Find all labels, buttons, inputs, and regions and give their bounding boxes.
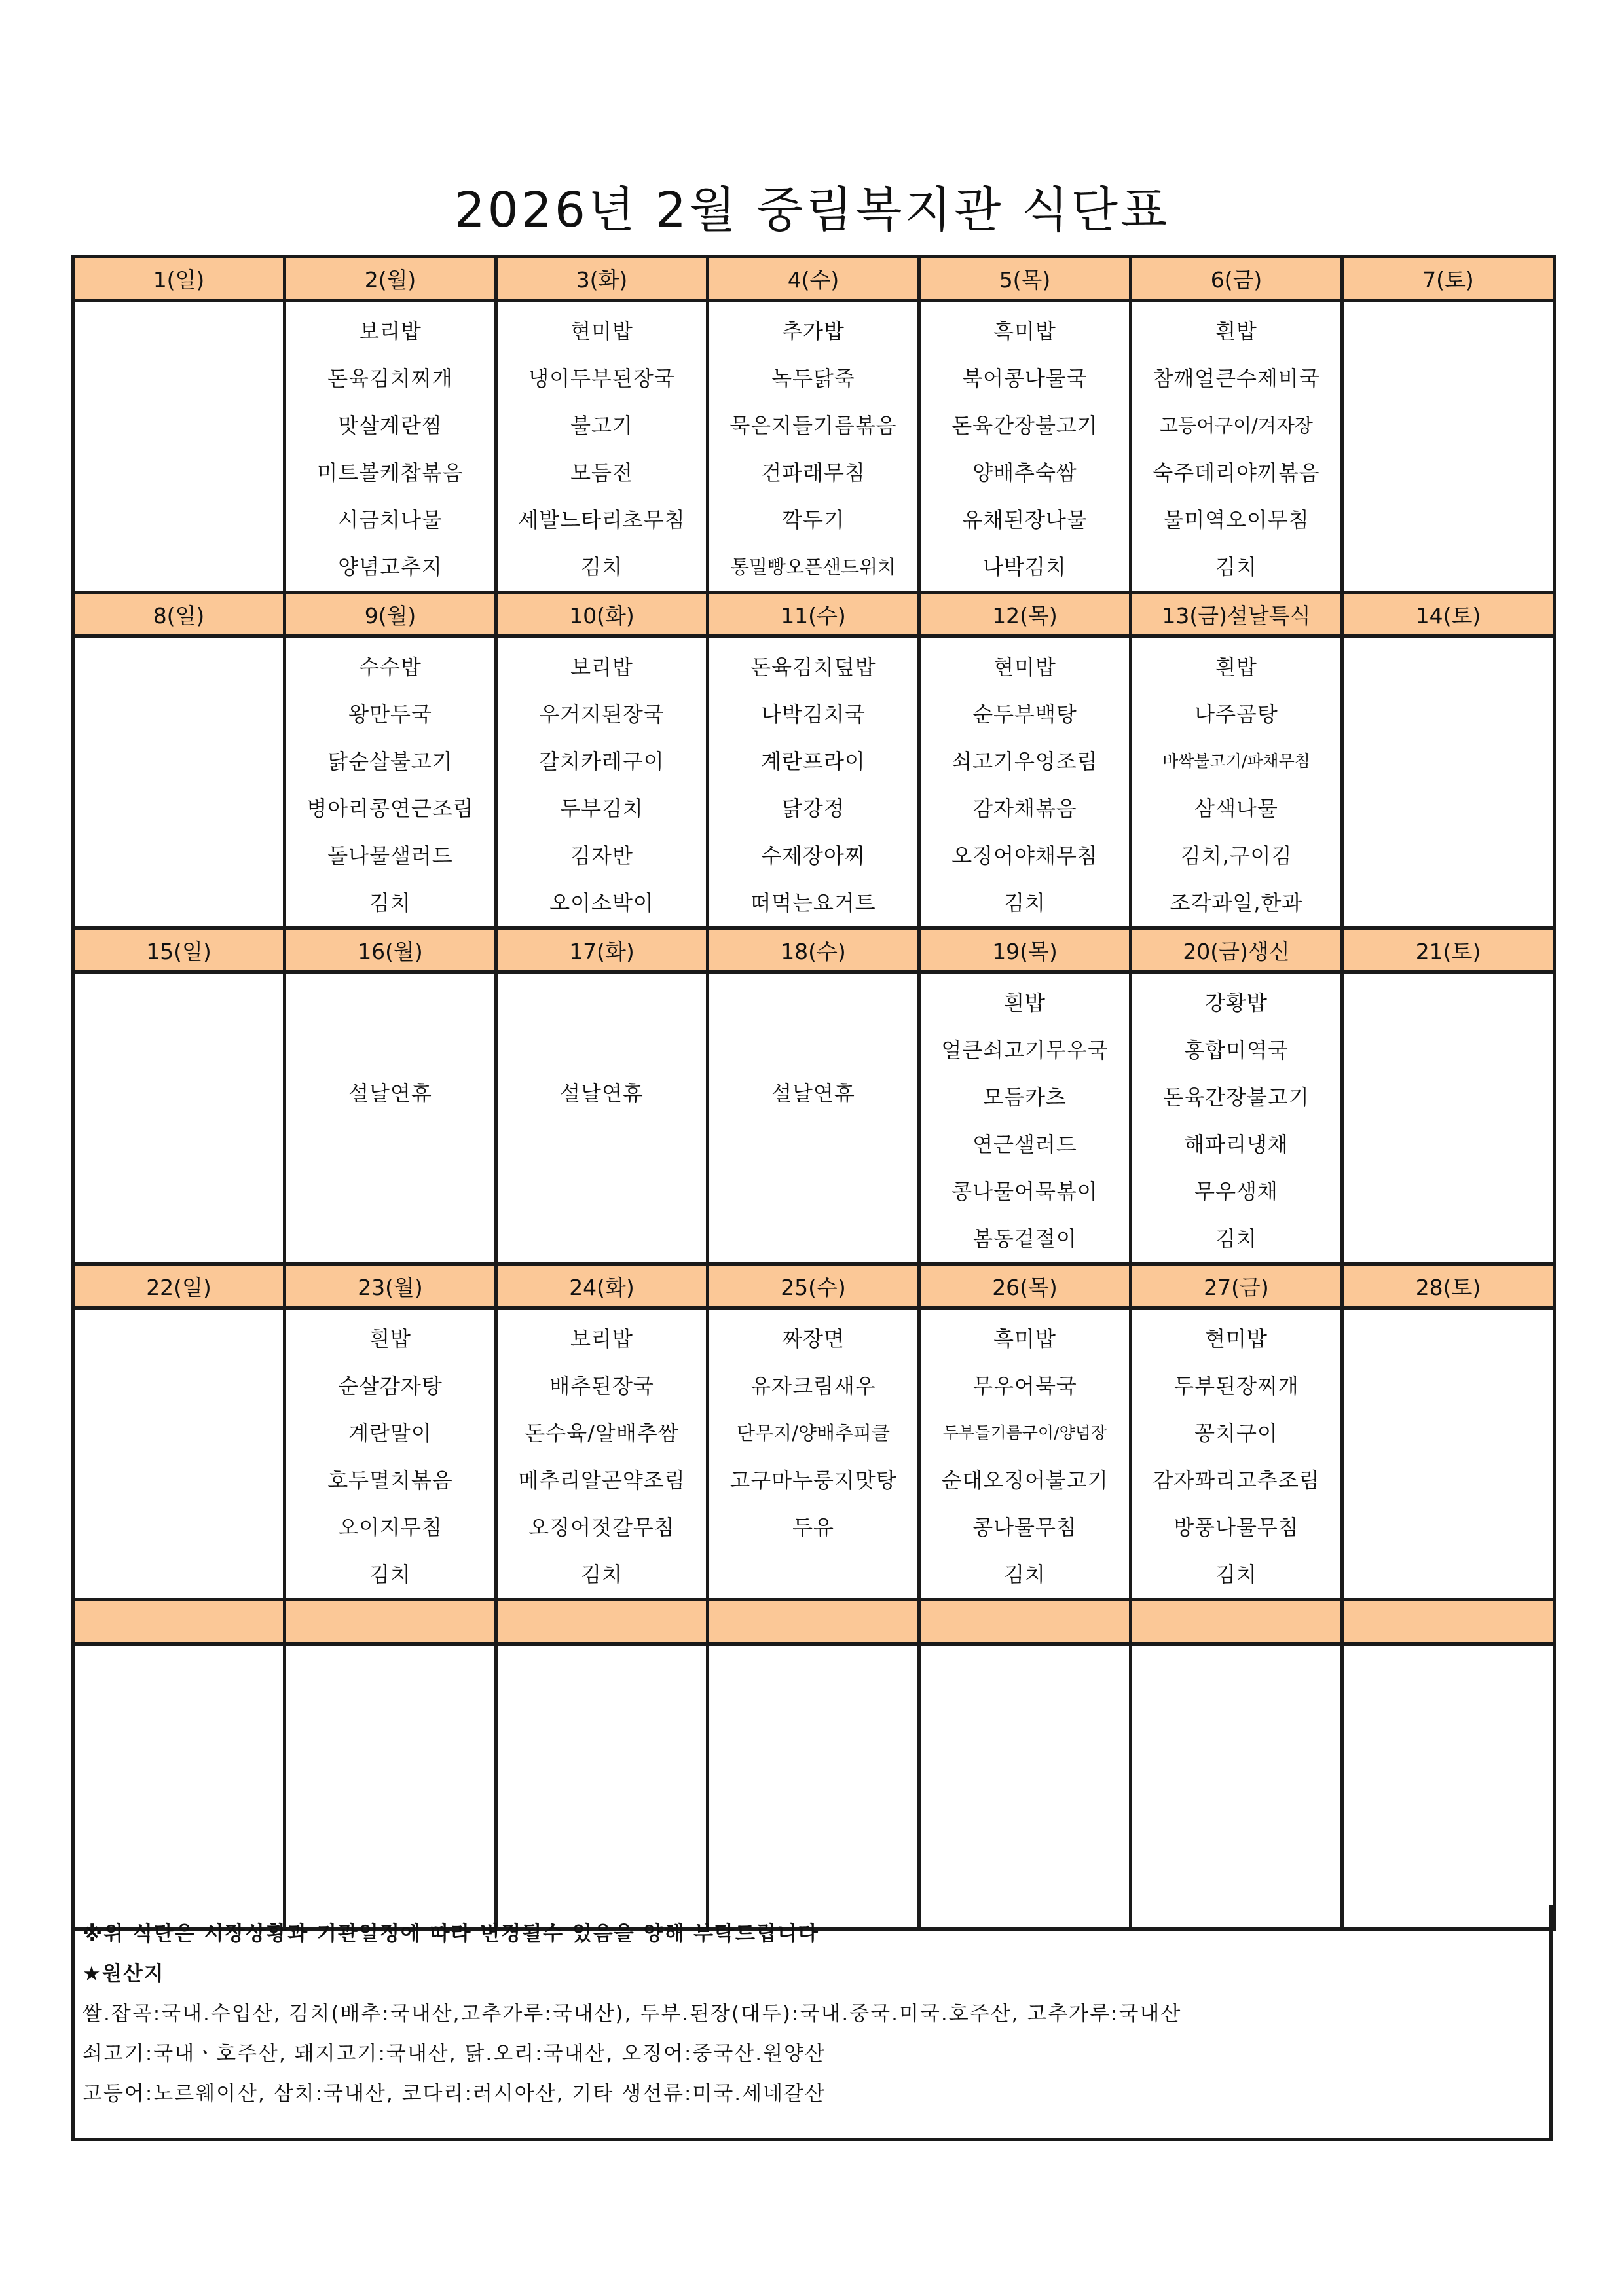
menu-item: 강황밥 [1205,991,1268,1015]
menu-item: 참깨얼큰수제비국 [1153,366,1320,391]
menu-item: 오징어젓갈무침 [528,1515,675,1540]
week-header-row [73,1264,1555,1309]
menu-item: 돈육김치덮밥 [750,655,876,680]
day-menu-cell [708,972,919,1264]
day-menu-cell [1131,972,1342,1264]
day-menu-cell [285,636,496,928]
day-header: 22(일) [73,1264,285,1309]
menu-item: 보리밥 [570,1326,633,1351]
day-menu-cell [285,1308,496,1600]
day-header: 14(토) [1342,592,1555,637]
holiday-label: 설날연휴 [560,1081,644,1106]
day-menu-cell [919,972,1131,1264]
menu-item: 돈육김치찌개 [327,366,453,391]
menu-item: 감자꽈리고추조림 [1153,1468,1320,1493]
menu-list [75,302,283,308]
menu-item: 김치,구이김 [1180,843,1293,868]
menu-item: 얼큰쇠고기무우국 [941,1038,1109,1063]
menu-list [1344,638,1553,644]
menu-item: 흰밥 [1215,655,1257,680]
menu-item: 두부김치 [560,796,644,821]
menu-item: 콩나물무침 [972,1515,1077,1540]
day-header: 25(수) [708,1264,919,1309]
menu-item: 봄동겉절이 [972,1226,1077,1251]
menu-item: 콩나물어묵볶이 [951,1179,1098,1204]
menu-item: 쇠고기우엉조림 [951,749,1098,774]
week-menu-row [73,972,1555,1264]
menu-item: 오이지무침 [338,1515,443,1540]
day-menu-cell [73,1308,285,1600]
menu-item: 메추리알곤약조림 [518,1468,686,1493]
menu-item: 닭순살불고기 [327,749,453,774]
menu-item: 돌나물샐러드 [327,843,453,868]
menu-item: 유자크림새우 [750,1374,876,1398]
menu-item: 김치 [369,890,411,915]
menu-item: 두유 [792,1515,834,1540]
day-menu-cell [73,972,285,1264]
day-header: 26(목) [919,1264,1131,1309]
day-menu-cell [1131,301,1342,592]
day-header: 8(일) [73,592,285,637]
change-notice: ※위 식단은 시장상황과 기관일정에 따라 변경될수 있음을 양해 부탁드립니다 [83,1922,819,1946]
menu-item: 방풍나물무침 [1173,1515,1299,1540]
day-menu-cell [1342,1308,1555,1600]
day-menu-cell [1342,972,1555,1264]
day-menu-cell [919,636,1131,928]
menu-item: 흰밥 [1004,991,1046,1015]
menu-list [709,1310,917,1551]
day-header: 17(화) [496,928,708,973]
menu-item: 김치 [581,555,623,579]
menu-item: 모듬전 [570,460,633,485]
menu-item: 삼색나물 [1194,796,1278,821]
day-header: 3(화) [496,257,708,301]
day-menu-cell [496,636,708,928]
empty-day-cell [285,1644,496,1929]
day-header: 12(목) [919,592,1131,637]
menu-item: 김치 [1215,1226,1257,1251]
day-menu-cell [285,972,496,1264]
menu-item: 나박김치국 [761,702,866,727]
menu-item: 묵은지들기름볶음 [729,413,897,438]
menu-item: 나주곰탕 [1194,702,1278,727]
menu-item: 숙주데리야끼볶음 [1153,460,1320,485]
empty-header-row [73,1600,1555,1645]
menu-list [1132,974,1340,1262]
day-header: 28(토) [1342,1264,1555,1309]
menu-item: 병아리콩연근조림 [306,796,474,821]
day-header: 16(월) [285,928,496,973]
menu-item: 배추된장국 [549,1374,654,1398]
menu-item: 김치 [1215,1562,1257,1587]
menu-item: 순두부백탕 [972,702,1077,727]
empty-day-header [496,1600,708,1645]
holiday-label: 설날연휴 [348,1081,432,1106]
menu-item: 건파래무침 [761,460,866,485]
menu-item: 갈치카레구이 [539,749,665,774]
menu-item: 냉이두부된장국 [528,366,675,391]
day-header: 13(금)설날특식 [1131,592,1342,637]
menu-list [1132,1310,1340,1598]
week-menu-row [73,636,1555,928]
day-menu-cell [496,301,708,592]
menu-list [1344,302,1553,308]
menu-item: 감자채볶음 [972,796,1077,821]
menu-item: 돈수육/알배추쌈 [525,1421,679,1446]
day-menu-cell [919,301,1131,592]
week-header-row [73,257,1555,301]
menu-item: 호두멸치볶음 [327,1468,453,1493]
menu-item: 보리밥 [570,655,633,680]
day-menu-cell [496,972,708,1264]
menu-item: 바싹불고기/파채무침 [1162,752,1310,771]
menu-list [1344,974,1553,979]
menu-item: 김치 [369,1562,411,1587]
day-menu-cell [285,301,496,592]
menu-item: 오이소박이 [549,890,654,915]
menu-item: 단무지/양배추피클 [737,1422,890,1444]
menu-item: 무우생채 [1194,1179,1278,1204]
menu-item: 흑미밥 [993,319,1056,344]
menu-item: 현미밥 [570,319,633,344]
day-header: 20(금)생신 [1131,928,1342,973]
day-menu-cell [708,1308,919,1600]
menu-item: 홍합미역국 [1184,1038,1289,1063]
menu-item: 녹두닭죽 [771,366,855,391]
menu-item: 나박김치 [983,555,1067,579]
menu-item: 불고기 [570,413,633,438]
menu-list [498,1310,706,1598]
menu-item: 무우어묵국 [972,1374,1077,1398]
menu-list [921,302,1129,591]
day-header: 18(수) [708,928,919,973]
day-header: 7(토) [1342,257,1555,301]
menu-list [1132,302,1340,591]
day-header: 15(일) [73,928,285,973]
day-header: 27(금) [1131,1264,1342,1309]
day-menu-cell [919,1308,1131,1600]
menu-list [709,302,917,591]
menu-item: 김자반 [570,843,633,868]
menu-list [286,638,494,926]
menu-item: 순대오징어불고기 [941,1468,1109,1493]
menu-item: 현미밥 [1205,1326,1268,1351]
menu-item: 양배추숙쌈 [972,460,1077,485]
meal-plan-table [71,255,1556,1931]
menu-item: 깍두기 [782,507,845,532]
menu-item: 돈육간장불고기 [1163,1085,1310,1110]
menu-item: 두부들기름구이/양념장 [943,1423,1107,1442]
menu-list [498,302,706,591]
day-header: 4(수) [708,257,919,301]
menu-item: 흰밥 [369,1326,411,1351]
menu-item: 수수밥 [359,655,422,680]
menu-list [75,1310,283,1315]
empty-day-cell [1131,1644,1342,1929]
menu-item: 맛살계란찜 [338,413,443,438]
menu-item: 수제장아찌 [761,843,866,868]
day-menu-cell [1131,1308,1342,1600]
menu-list [75,638,283,644]
day-header: 21(토) [1342,928,1555,973]
holiday-label: 설날연휴 [771,1081,855,1106]
menu-item: 순살감자탕 [338,1374,443,1398]
menu-item: 조각과일,한과 [1170,890,1303,915]
menu-item: 흑미밥 [993,1326,1056,1351]
day-menu-cell [1131,636,1342,928]
day-header: 1(일) [73,257,285,301]
origin-line: 쌀.잡곡:국내.수입산, 김치(배추:국내산,고추가루:국내산), 두부.된장(대두):국내.중국.미국.호주산, 고추가루:국내산 [83,2002,1182,2026]
menu-item: 미트볼케찹볶음 [317,460,464,485]
day-menu-cell [708,301,919,592]
menu-item: 오징어야채무침 [951,843,1098,868]
day-menu-cell [1342,301,1555,592]
empty-day-cell [496,1644,708,1929]
day-header: 9(월) [285,592,496,637]
empty-day-cell [919,1644,1131,1929]
week-header-row [73,928,1555,973]
menu-item: 보리밥 [359,319,422,344]
day-header: 5(목) [919,257,1131,301]
day-header: 2(월) [285,257,496,301]
menu-item: 고등어구이/겨자장 [1160,414,1313,437]
week-header-row [73,592,1555,637]
menu-item: 연근샐러드 [972,1132,1077,1157]
day-header: 23(월) [285,1264,496,1309]
menu-list [709,638,917,926]
day-header: 19(목) [919,928,1131,973]
menu-item: 우거지된장국 [539,702,665,727]
day-menu-cell [708,636,919,928]
menu-item: 통밀빵오픈샌드위치 [730,556,896,578]
menu-item: 세발느타리초무침 [518,507,686,532]
day-header: 11(수) [708,592,919,637]
menu-item: 북어콩나물국 [962,366,1088,391]
origin-line: 쇠고기:국내ㆍ호주산, 돼지고기:국내산, 닭.오리:국내산, 오징어:중국산.원양산 [83,2042,826,2066]
week-menu-row [73,301,1555,592]
menu-list [75,974,283,979]
menu-item: 시금치나물 [338,507,443,532]
week-menu-row [73,1308,1555,1600]
day-menu-cell [1342,636,1555,928]
day-header: 6(금) [1131,257,1342,301]
empty-menu-row [73,1644,1555,1929]
menu-item: 양념고추지 [338,555,443,579]
menu-list [286,1310,494,1598]
menu-item: 두부된장찌개 [1173,1374,1299,1398]
empty-day-header [708,1600,919,1645]
menu-list [921,1310,1129,1598]
menu-item: 물미역오이무침 [1163,507,1310,532]
page-title: 2026년 2월 중림복지관 식단표 [454,182,1170,238]
empty-day-header [1342,1600,1555,1645]
menu-item: 고구마누룽지맛탕 [729,1468,897,1493]
menu-item: 닭강정 [782,796,845,821]
menu-item: 김치 [1004,1562,1046,1587]
menu-item: 현미밥 [993,655,1056,680]
menu-item: 김치 [581,1562,623,1587]
menu-list [498,638,706,926]
day-menu-cell [73,636,285,928]
menu-item: 계란프라이 [761,749,866,774]
menu-item: 떠먹는요거트 [750,890,876,915]
menu-item: 추가밥 [782,319,845,344]
empty-day-cell [73,1644,285,1929]
empty-day-header [1131,1600,1342,1645]
menu-item: 모듬카츠 [983,1085,1067,1110]
empty-day-cell [708,1644,919,1929]
empty-day-cell [1342,1644,1555,1929]
empty-day-header [919,1600,1131,1645]
menu-list [921,974,1129,1262]
menu-list [921,638,1129,926]
menu-item: 짜장면 [782,1326,845,1351]
day-menu-cell [73,301,285,592]
menu-item: 계란말이 [348,1421,432,1446]
empty-day-header [73,1600,285,1645]
empty-day-header [285,1600,496,1645]
day-header: 10(화) [496,592,708,637]
notes-box [71,1905,1553,2141]
menu-item: 유채된장나물 [962,507,1088,532]
menu-list [1344,1310,1553,1315]
menu-item: 김치 [1215,555,1257,579]
day-header: 24(화) [496,1264,708,1309]
origin-line: 고등어:노르웨이산, 삼치:국내산, 코다리:러시아산, 기타 생선류:미국.세네갈산 [83,2082,826,2105]
menu-item: 왕만두국 [348,702,432,727]
menu-item: 꽁치구이 [1194,1421,1278,1446]
menu-list [286,302,494,591]
origin-title: ★원산지 [83,1962,165,1986]
menu-item: 흰밥 [1215,319,1257,344]
day-menu-cell [496,1308,708,1600]
menu-item: 해파리냉채 [1184,1132,1289,1157]
menu-list [1132,638,1340,926]
menu-item: 김치 [1004,890,1046,915]
menu-item: 돈육간장불고기 [951,413,1098,438]
